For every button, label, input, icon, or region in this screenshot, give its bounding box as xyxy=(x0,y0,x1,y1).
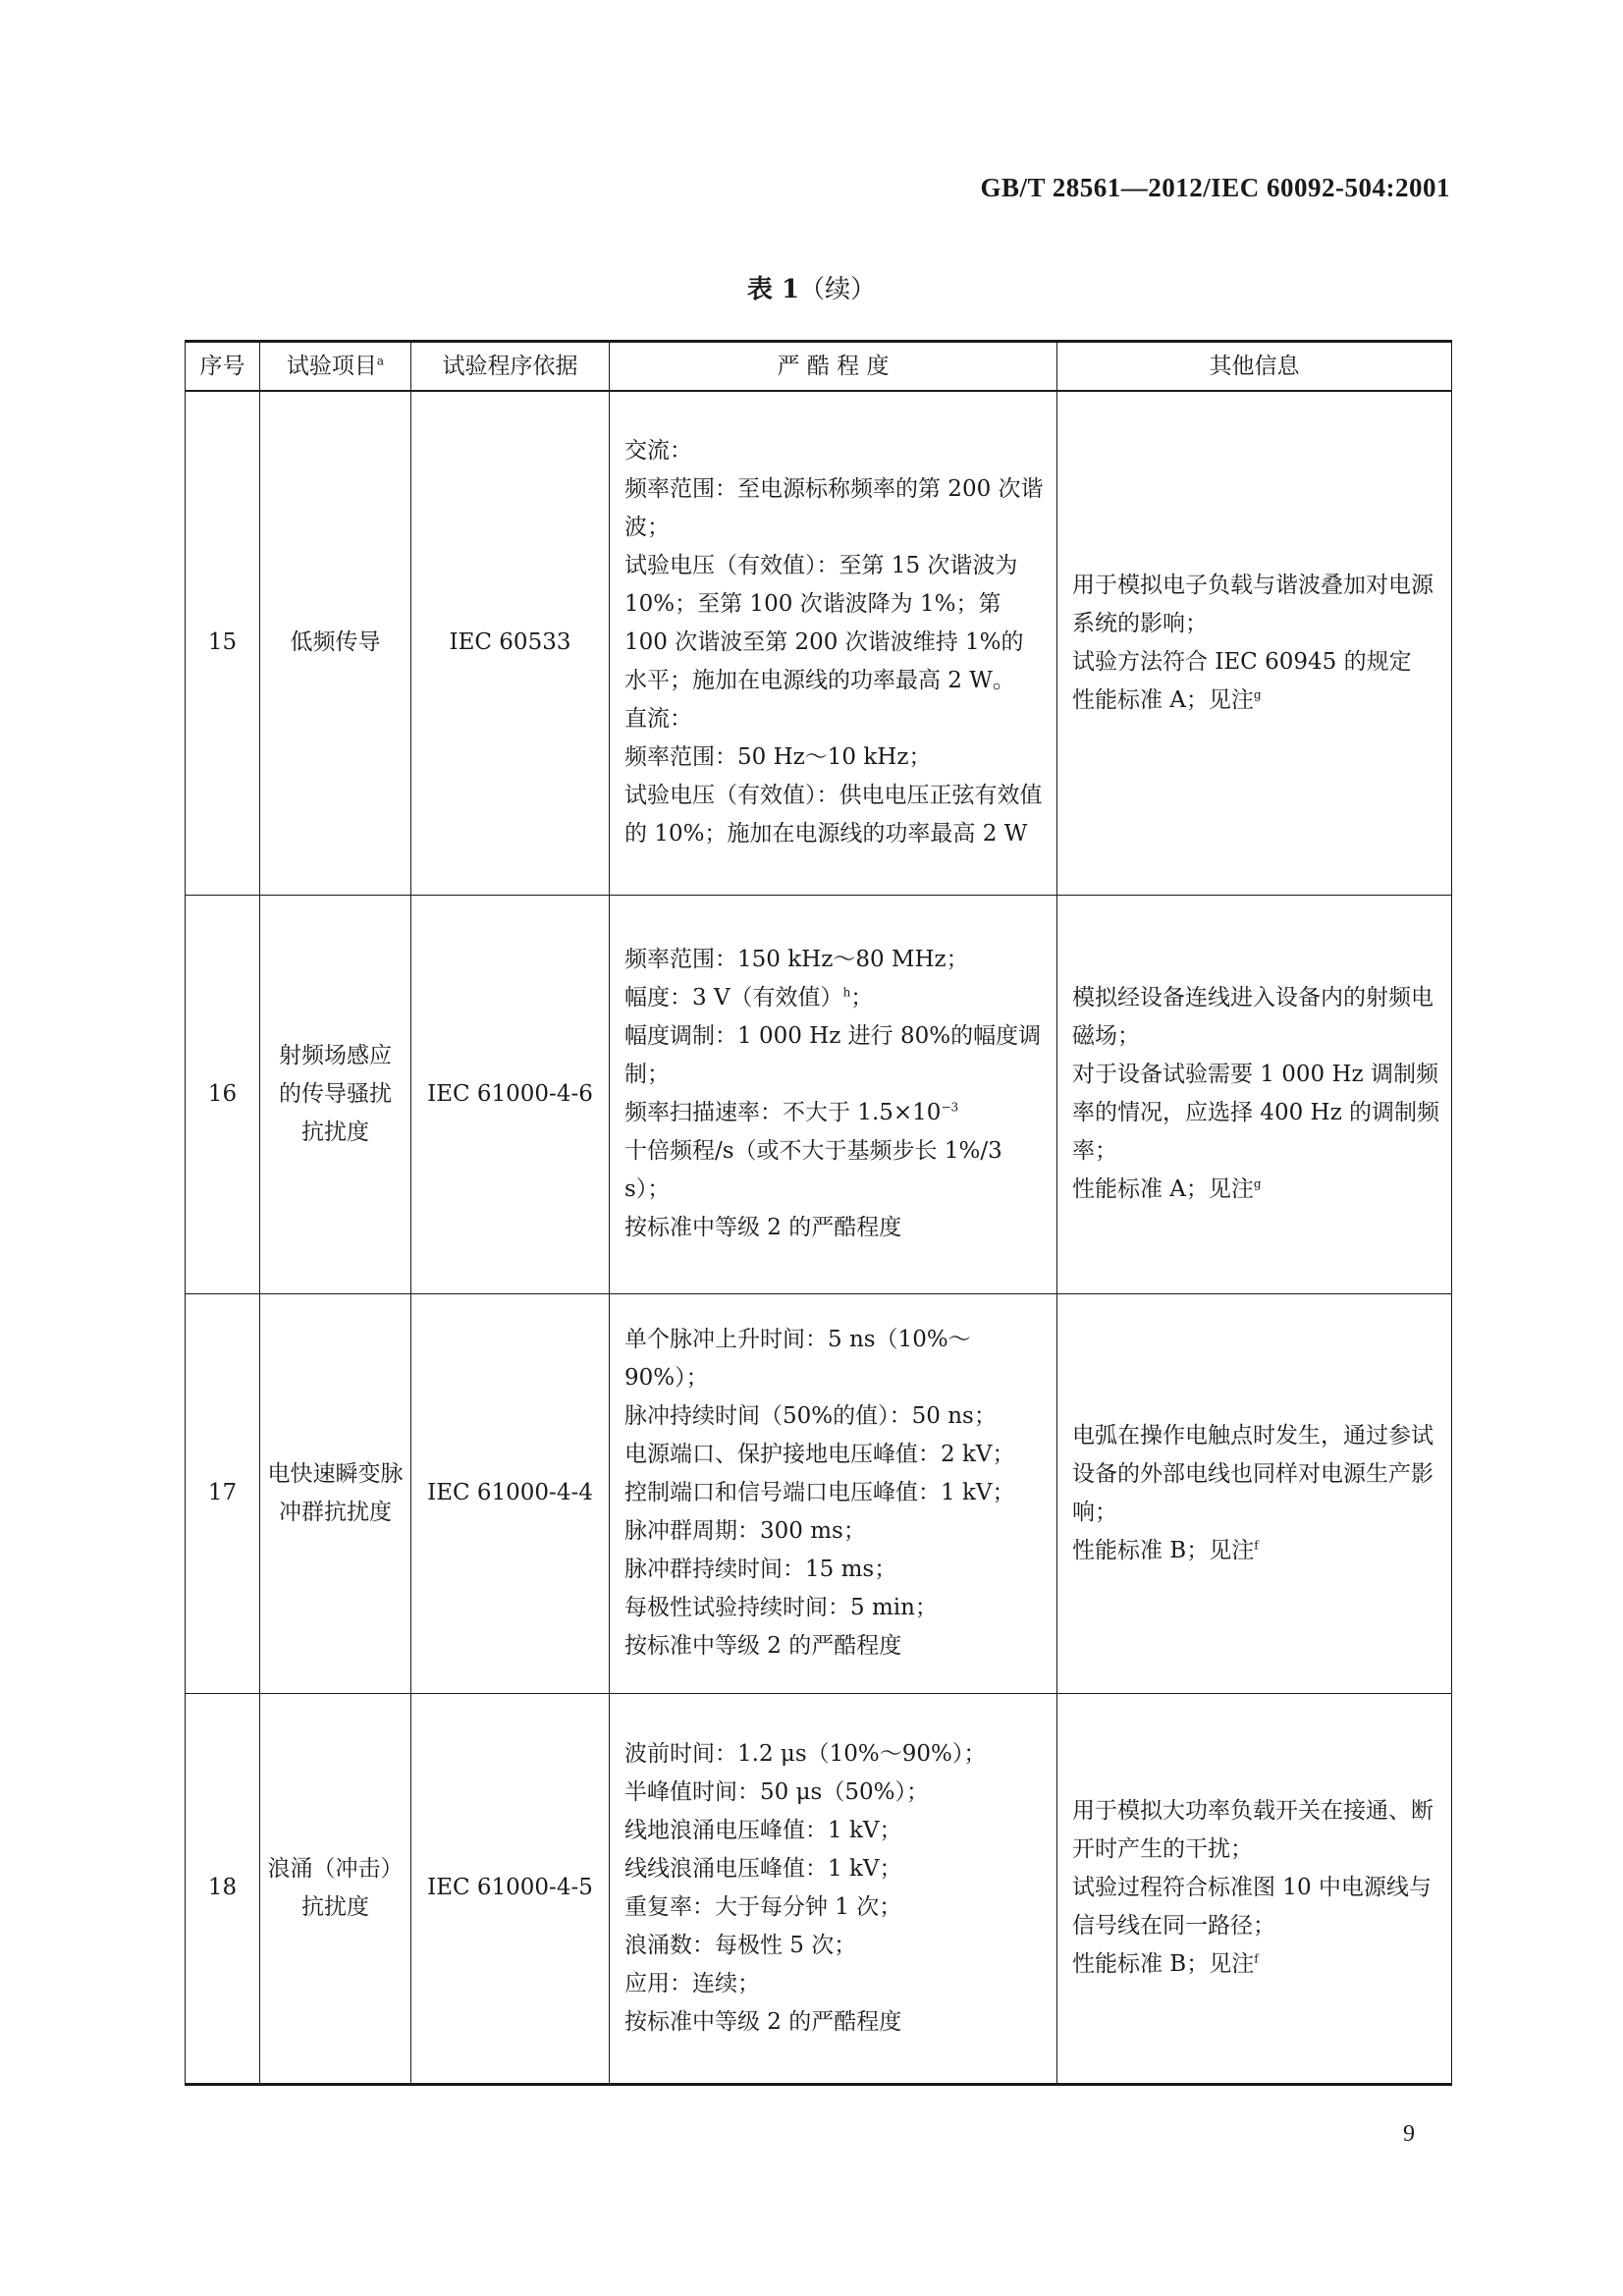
page-number: 9 xyxy=(1403,2121,1415,2147)
severity-line xyxy=(624,979,1045,1017)
severity-line: 每极性试验持续时间：5 min； xyxy=(624,1595,938,1620)
note-mark: g xyxy=(1253,1176,1262,1191)
severity-line: 线地浪涌电压峰值：1 kV； xyxy=(624,1817,902,1843)
header-test-item-label: 试验项目 xyxy=(286,353,377,379)
other-info-line xyxy=(1072,682,1439,720)
note-mark: f xyxy=(1254,1537,1259,1552)
severity-line: 试验电压（有效值）：至第 15 次谐波为 10%；至第 100 次谐波降为 1%；第 100 次谐波至第 200 次谐波维持 1%的水平；施加在电源线的功率最高 2 W。 xyxy=(624,553,1024,694)
row-severity xyxy=(610,391,1057,895)
row-other-info xyxy=(1057,1293,1452,1693)
severity-line: 重复率：大于每分钟 1 次； xyxy=(624,1893,902,1920)
other-info-text: 性能标准 A；见注 xyxy=(1072,1176,1254,1202)
severity-line: 单个脉冲上升时间：5 ns（10%～90%）； xyxy=(624,1327,971,1391)
header-other-info: 其他信息 xyxy=(1057,342,1452,392)
row-test-item xyxy=(260,391,411,895)
severity-line: 脉冲群周期：300 ms； xyxy=(624,1518,866,1544)
table-row xyxy=(186,391,1452,895)
row-basis: IEC 60533 xyxy=(411,391,610,895)
severity-line: 浪涌数：每极性 5 次； xyxy=(624,1932,857,1958)
row-no: 18 xyxy=(186,1693,260,2084)
severity-line: 频率范围：至电源标称频率的第 200 次谐波； xyxy=(624,476,1044,541)
severity-line: 交流： xyxy=(624,438,692,465)
severity-line: 波前时间：1.2 μs（10%～90%）； xyxy=(624,1740,987,1767)
table-title-suffix: （续） xyxy=(799,275,877,304)
row-test-item-line: 射频场感应 xyxy=(279,1042,392,1068)
table-title xyxy=(0,269,1623,305)
table-title-label: 表 1 xyxy=(746,275,800,304)
other-info-line: 电弧在操作电触点时发生，通过参试设备的外部电线也同样对电源生产影响； xyxy=(1072,1422,1434,1525)
severity-line: 应用：连续； xyxy=(624,1970,760,1996)
row-test-item xyxy=(260,895,411,1293)
row-basis: IEC 61000-4-4 xyxy=(411,1293,610,1693)
other-info-text: 性能标准 B；见注 xyxy=(1072,1951,1255,1977)
note-mark: g xyxy=(1253,687,1262,702)
row-test-item xyxy=(260,1693,411,2084)
row-basis: IEC 61000-4-5 xyxy=(411,1693,610,2084)
note-mark: h xyxy=(842,985,851,1000)
header-no: 序号 xyxy=(186,342,260,392)
severity-line: 频率范围：50 Hz～10 kHz； xyxy=(624,744,932,771)
severity-line: 线线浪涌电压峰值：1 kV； xyxy=(624,1855,902,1882)
row-no: 16 xyxy=(186,895,260,1293)
row-other-info xyxy=(1057,1693,1452,2084)
row-test-item-line: 低频传导 xyxy=(290,629,381,656)
severity-line: 幅度调制：1 000 Hz 进行 80%的幅度调制； xyxy=(624,1023,1042,1087)
other-info-line: 试验过程符合标准图 10 中电源线与信号线在同一路径； xyxy=(1072,1875,1432,1939)
row-no: 15 xyxy=(186,391,260,895)
other-info-line xyxy=(1072,1945,1439,1984)
severity-line: 十倍频程/s（或不大于基频步长 1%/3 s）； xyxy=(624,1138,1002,1202)
severity-line: 按标准中等级 2 的严酷程度 xyxy=(624,1215,902,1240)
header-test-item xyxy=(260,342,411,392)
row-test-item-line: 抗扰度 xyxy=(301,1893,369,1920)
row-test-item-line: 冲群抗扰度 xyxy=(279,1499,392,1525)
row-test-item-line: 的传导骚扰 xyxy=(279,1080,392,1107)
other-info-line xyxy=(1072,1171,1439,1209)
row-test-item-line: 电快速瞬变脉 xyxy=(267,1460,404,1487)
other-info-line: 试验方法符合 IEC 60945 的规定 xyxy=(1072,648,1412,675)
row-severity xyxy=(610,895,1057,1293)
severity-text: 幅度：3 V（有效值） xyxy=(624,985,843,1011)
table-row xyxy=(186,1693,1452,2084)
other-info-line: 模拟经设备连线进入设备内的射频电磁场； xyxy=(1072,985,1434,1049)
row-test-item xyxy=(260,1293,411,1693)
header-test-item-note: a xyxy=(376,353,385,367)
other-info-line xyxy=(1072,1532,1439,1570)
table-row xyxy=(186,895,1452,1293)
header-basis: 试验程序依据 xyxy=(411,342,610,392)
severity-line: 控制端口和信号端口电压峰值：1 kV； xyxy=(624,1480,1015,1505)
severity-line: 脉冲群持续时间：15 ms； xyxy=(624,1557,897,1582)
row-test-item-line: 浪涌（冲击） xyxy=(267,1855,404,1882)
severity-line: 脉冲持续时间（50%的值）：50 ns； xyxy=(624,1403,997,1429)
other-info-line: 用于模拟大功率负载开关在接通、断开时产生的干扰； xyxy=(1072,1798,1434,1862)
row-basis: IEC 61000-4-6 xyxy=(411,895,610,1293)
severity-line xyxy=(624,1094,1045,1132)
severity-line: 频率范围：150 kHz～80 MHz； xyxy=(624,947,969,972)
row-severity xyxy=(610,1693,1057,2084)
other-info-text: 性能标准 B；见注 xyxy=(1072,1537,1255,1563)
row-other-info xyxy=(1057,391,1452,895)
other-info-line: 对于设备试验需要 1 000 Hz 调制频率的情况，应选择 400 Hz 的调制频率； xyxy=(1072,1062,1440,1164)
other-info-line: 用于模拟电子负载与谐波叠加对电源系统的影响； xyxy=(1072,572,1434,636)
severity-line: 半峰值时间：50 μs（50%）； xyxy=(624,1778,929,1805)
row-severity xyxy=(610,1293,1057,1693)
table-row xyxy=(186,1293,1452,1693)
note-mark: f xyxy=(1254,1951,1259,1966)
table-header-row xyxy=(186,342,1452,392)
header-severity: 严 酷 程 度 xyxy=(610,342,1057,392)
severity-text: 频率扫描速率：不大于 1.5×10 xyxy=(624,1100,942,1125)
row-test-item-line: 抗扰度 xyxy=(301,1119,369,1145)
row-no: 17 xyxy=(186,1293,260,1693)
standard-code: GB/T 28561—2012/IEC 60092-504:2001 xyxy=(980,173,1450,202)
row-other-info xyxy=(1057,895,1452,1293)
severity-text-tail: ； xyxy=(850,985,874,1011)
severity-line: 电源端口、保护接地电压峰值：2 kV； xyxy=(624,1442,1015,1467)
severity-line: 按标准中等级 2 的严酷程度 xyxy=(624,2008,902,2035)
severity-line: 按标准中等级 2 的严酷程度 xyxy=(624,1633,902,1659)
test-items-table xyxy=(185,340,1452,2086)
severity-line: 试验电压（有效值）：供电电压正弦有效值的 10%；施加在电源线的功率最高 2 W xyxy=(624,783,1043,847)
other-info-text: 性能标准 A；见注 xyxy=(1072,686,1254,713)
exponent: −3 xyxy=(941,1100,959,1115)
severity-line: 直流： xyxy=(624,706,692,733)
